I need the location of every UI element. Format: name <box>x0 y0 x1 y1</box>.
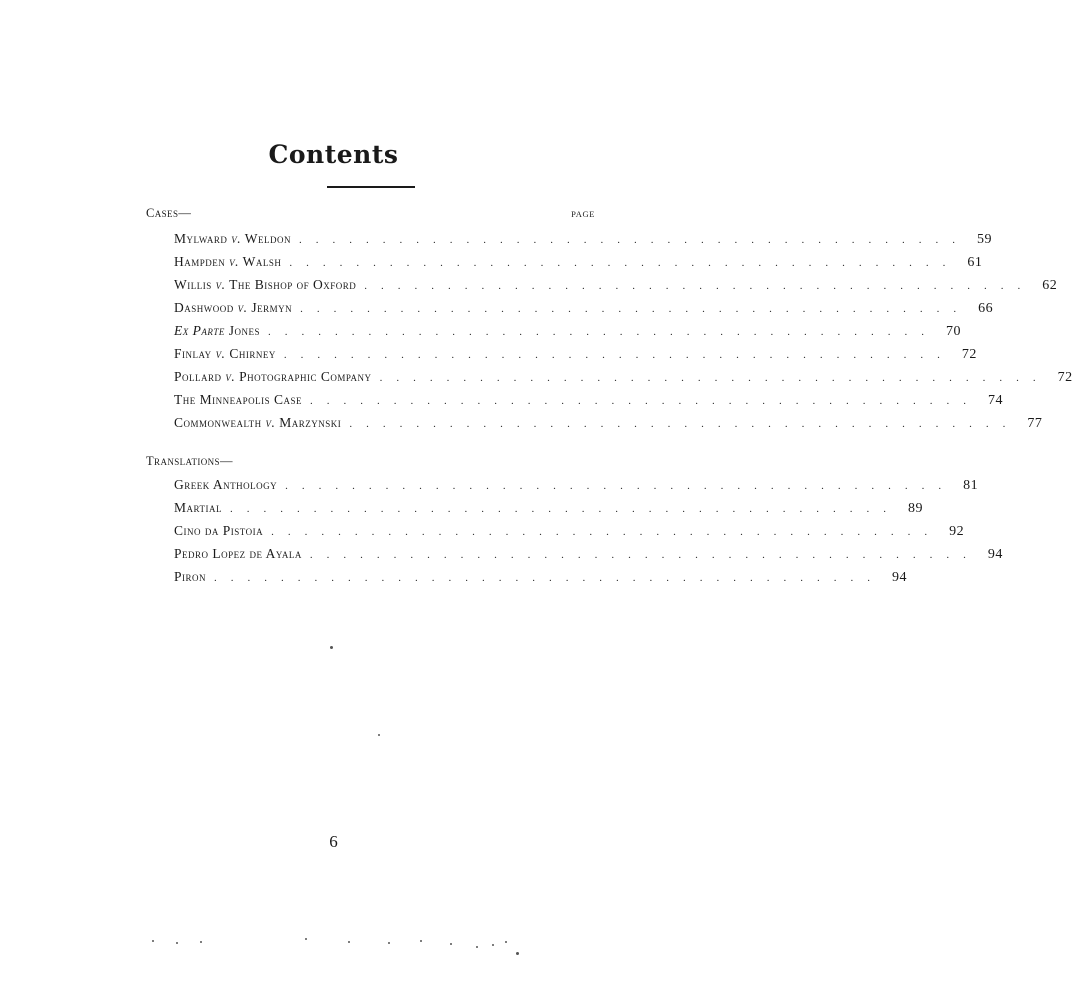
entry-title-part: Cino da Pistoia <box>174 523 264 538</box>
scan-speck <box>505 941 507 943</box>
entry-title-part: The Bishop of Oxford <box>229 277 357 292</box>
section-heading-translations: Translations— <box>146 454 233 468</box>
contents-entry <box>174 415 1043 435</box>
entry-title <box>174 415 341 431</box>
entry-title-italic: v. <box>265 415 276 430</box>
entry-title-part: Dashwood <box>174 300 234 315</box>
title-rule <box>327 186 415 188</box>
entry-title-part: Jermyn <box>251 300 293 315</box>
scan-speck <box>176 942 178 944</box>
entry-title <box>174 277 356 293</box>
entry-page-number: 94 <box>892 570 908 585</box>
entry-page-number: 66 <box>978 301 994 316</box>
entry-title-part: Willis <box>174 277 212 292</box>
contents-entry <box>174 254 983 274</box>
entry-title-part: The Minneapolis Case <box>174 392 303 407</box>
entry-title-part: Jones <box>228 323 261 338</box>
contents-entry <box>174 231 992 251</box>
entry-title <box>174 546 302 562</box>
leader-dots: ........................................ <box>214 572 885 584</box>
contents-entry <box>174 277 1058 297</box>
page-title: Contents <box>268 140 399 169</box>
scan-speck <box>450 943 452 945</box>
entry-page-number: 72 <box>1057 370 1073 385</box>
leader-dots: ........................................ <box>300 303 971 315</box>
entry-page-number: 70 <box>946 324 962 339</box>
entry-title <box>174 500 222 516</box>
entry-title-part: Mylward <box>174 231 228 246</box>
entry-title-part: Chirney <box>229 346 276 361</box>
scan-speck <box>476 946 478 948</box>
entry-title <box>174 569 206 585</box>
contents-entry <box>174 392 1004 412</box>
entry-title <box>174 300 292 316</box>
scan-speck <box>388 942 390 944</box>
entry-title-part: Photographic Company <box>239 369 372 384</box>
contents-entry <box>174 346 977 366</box>
scan-speck <box>305 938 307 940</box>
entry-page-number: 74 <box>988 393 1004 408</box>
entry-title-part: Piron <box>174 569 207 584</box>
entry-title-italic: v. <box>225 369 236 384</box>
entry-title-italic: v. <box>231 231 242 246</box>
entry-page-number: 94 <box>987 547 1003 562</box>
entry-title-part: Pedro Lopez de Ayala <box>174 546 302 561</box>
section-heading-cases: Cases— <box>146 206 192 220</box>
leader-dots: ........................................ <box>364 280 1035 292</box>
entry-title-part: Pollard <box>174 369 222 384</box>
leader-dots: ........................................ <box>289 257 960 269</box>
contents-entry <box>174 546 1003 566</box>
entry-title-part: Weldon <box>244 231 291 246</box>
entry-title-italic: Ex Parte <box>174 323 225 338</box>
entry-title <box>174 477 277 493</box>
scan-speck <box>516 952 519 955</box>
scan-speck <box>378 734 380 736</box>
scan-speck <box>330 646 333 649</box>
entry-title-italic: v. <box>215 277 226 292</box>
leader-dots: ........................................ <box>349 418 1020 430</box>
entry-title <box>174 369 372 385</box>
entry-title-italic: v. <box>229 254 240 269</box>
contents-entry <box>174 300 994 320</box>
entry-title-part: Martial <box>174 500 222 515</box>
contents-entry <box>174 477 979 497</box>
entry-title <box>174 392 302 408</box>
contents-entry <box>174 323 962 343</box>
contents-entry <box>174 569 908 589</box>
entry-page-number: 77 <box>1027 416 1043 431</box>
page-number: 6 <box>329 832 338 851</box>
entry-title-italic: v. <box>237 300 248 315</box>
contents-entry <box>174 523 965 543</box>
leader-dots: ........................................ <box>309 549 980 561</box>
leader-dots: ........................................ <box>283 349 954 361</box>
scan-speck <box>420 940 422 942</box>
page-column-heading: PAGE <box>571 209 595 219</box>
entry-title <box>174 523 263 539</box>
entry-page-number: 61 <box>967 255 983 270</box>
leader-dots: ........................................ <box>298 234 969 246</box>
leader-dots: ........................................ <box>285 480 956 492</box>
leader-dots: ........................................ <box>229 503 900 515</box>
entry-title <box>174 254 281 270</box>
entry-title-italic: v. <box>215 346 226 361</box>
leader-dots: ........................................ <box>379 372 1050 384</box>
scan-speck <box>152 940 154 942</box>
entry-title-part: Walsh <box>242 254 282 269</box>
entry-title-part: Commonwealth <box>174 415 262 430</box>
entry-title <box>174 231 291 247</box>
scan-speck <box>492 944 494 946</box>
entry-title <box>174 323 260 339</box>
entry-page-number: 89 <box>907 501 923 516</box>
entry-title-part: Finlay <box>174 346 212 361</box>
entry-title-part: Greek Anthology <box>174 477 278 492</box>
scan-speck <box>200 941 202 943</box>
entry-page-number: 92 <box>949 524 965 539</box>
entry-title <box>174 346 276 362</box>
scan-speck <box>348 941 350 943</box>
entry-page-number: 81 <box>963 478 979 493</box>
entry-title-part: Hampden <box>174 254 226 269</box>
contents-entry <box>174 369 1073 389</box>
entry-page-number: 59 <box>976 232 992 247</box>
entry-page-number: 72 <box>961 347 977 362</box>
entry-title-part: Marzynski <box>279 415 342 430</box>
leader-dots: ........................................ <box>268 326 939 338</box>
entry-page-number: 62 <box>1042 278 1058 293</box>
contents-entry <box>174 500 923 520</box>
leader-dots: ........................................ <box>310 395 981 407</box>
leader-dots: ........................................ <box>271 526 942 538</box>
